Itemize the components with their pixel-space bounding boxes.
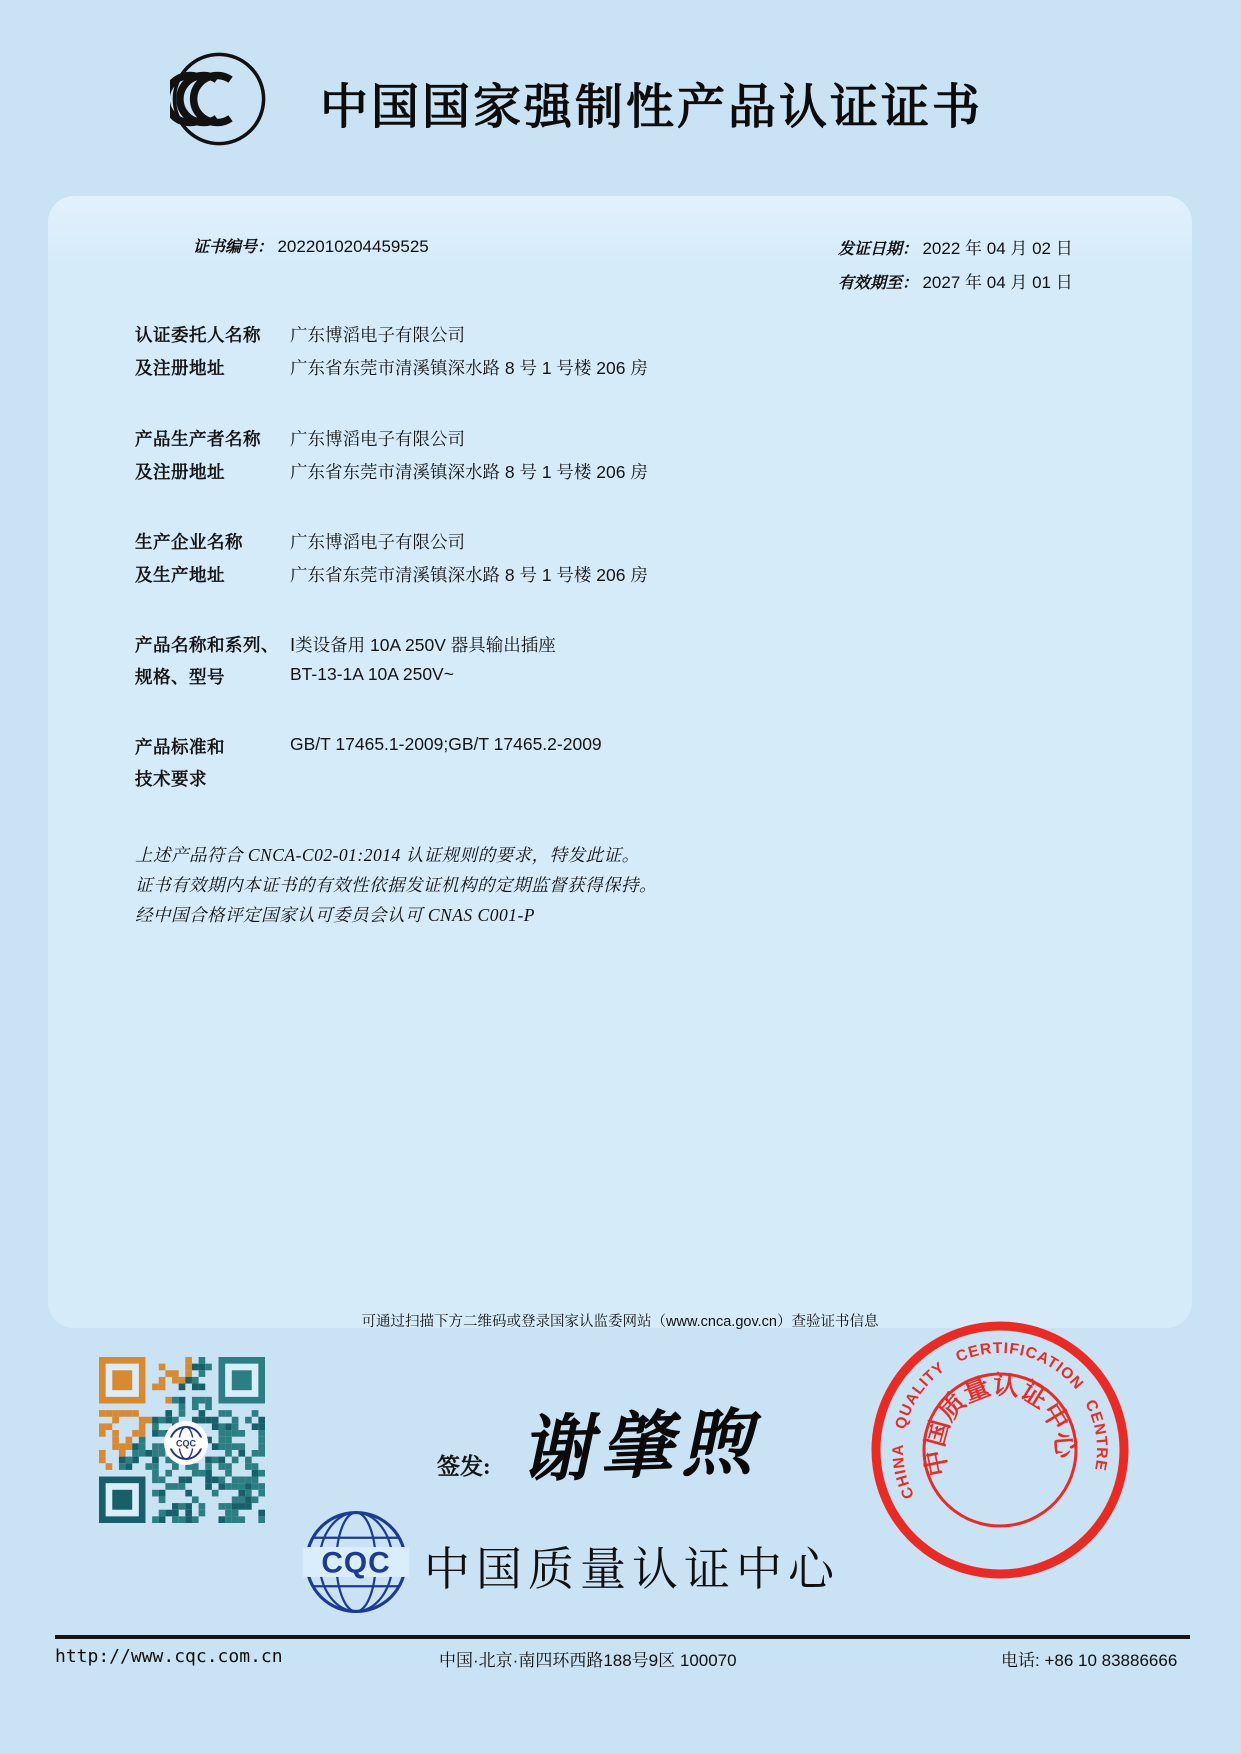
field-label: 及注册地址 xyxy=(135,462,225,482)
certification-statements xyxy=(135,840,657,930)
footer-address: 中国·北京·南四环西路188号9区 100070 xyxy=(439,1651,737,1670)
issue-date-label: 发证日期： xyxy=(838,241,919,258)
field-value: 广东博滔电子有限公司 xyxy=(290,325,465,345)
field-value: 广东博滔电子有限公司 xyxy=(290,532,465,552)
issue-date-value: 2022 年 04 月 02 日 xyxy=(922,239,1073,258)
field-label: 生产企业名称 xyxy=(135,532,243,552)
valid-until-value: 2027 年 04 月 01 日 xyxy=(922,273,1073,292)
field-label: 产品标准和 xyxy=(135,737,225,757)
statement-line: 经中国合格评定国家认可委员会认可 CNAS C001-P xyxy=(135,905,535,925)
qr-cqc-emblem-icon xyxy=(163,1420,209,1466)
footer-phone: 电话: +86 10 83886666 xyxy=(1001,1651,1178,1670)
field-value: 广东省东莞市清溪镇深水路 8 号 1 号楼 206 房 xyxy=(290,565,648,585)
stamp-icon xyxy=(848,1298,1153,1603)
field-row xyxy=(0,664,1241,690)
stamp-text-en: CHINA QUALITY CERTIFICATION CENTRE xyxy=(889,1339,1111,1502)
field-row xyxy=(0,426,1241,452)
valid-until-label: 有效期至： xyxy=(838,275,919,292)
valid-until-row xyxy=(838,268,1073,293)
certificate-number-row xyxy=(193,234,429,257)
field-label: 及生产地址 xyxy=(135,565,225,585)
verification-note: 可通过扫描下方二维码或登录国家认监委网站（www.cnca.gov.cn）查验证书信息 xyxy=(361,1314,879,1330)
field-label: 及注册地址 xyxy=(135,358,225,378)
issuer-name: 中国质量认证中心 xyxy=(424,1543,840,1595)
statement-line: 上述产品符合 CNCA-C02-01:2014 认证规则的要求，特发此证。 xyxy=(135,845,640,865)
field-label: 产品生产者名称 xyxy=(135,429,261,449)
field-row xyxy=(0,355,1241,381)
signature-name: 谢肇煦 xyxy=(518,1402,762,1492)
field-value: GB/T 17465.1-2009;GB/T 17465.2-2009 xyxy=(290,734,602,754)
ccc-mark-icon xyxy=(170,50,268,148)
certificate-number-label: 证书编号： xyxy=(193,239,274,256)
svg-text:CQC: CQC xyxy=(321,1546,391,1580)
issue-date-row xyxy=(838,234,1073,259)
field-label: 认证委托人名称 xyxy=(135,325,261,345)
field-row xyxy=(0,529,1241,555)
field-value: 广东博滔电子有限公司 xyxy=(290,429,465,449)
field-row xyxy=(0,459,1241,485)
field-row xyxy=(0,766,1241,792)
footer-divider xyxy=(55,1635,1190,1639)
statement-line: 证书有效期内本证书的有效性依据发证机构的定期监督获得保持。 xyxy=(135,875,657,895)
field-row xyxy=(0,734,1241,760)
field-label: 规格、型号 xyxy=(135,667,225,687)
footer-website: http://www.cqc.com.cn xyxy=(55,1646,283,1667)
signed-by-label: 签发: xyxy=(437,1454,491,1479)
field-value: 广东省东莞市清溪镇深水路 8 号 1 号楼 206 房 xyxy=(290,462,648,482)
stamp-text-cn: 中国质量认证中心 xyxy=(919,1369,1081,1479)
red-seal-stamp xyxy=(848,1298,1153,1603)
field-label: 产品名称和系列、 xyxy=(135,635,279,655)
certificate-number-value: 2022010204459525 xyxy=(277,237,429,256)
page-title: 中国国家强制性产品认证证书 xyxy=(320,81,984,134)
field-row xyxy=(0,632,1241,658)
field-label: 技术要求 xyxy=(135,769,207,789)
field-value: 广东省东莞市清溪镇深水路 8 号 1 号楼 206 房 xyxy=(290,358,648,378)
field-value: BT-13-1A 10A 250V~ xyxy=(290,664,454,684)
svg-text:CQC: CQC xyxy=(176,1438,196,1449)
field-row xyxy=(0,322,1241,348)
field-value: Ⅰ类设备用 10A 250V 器具输出插座 xyxy=(290,635,556,655)
cqc-globe-icon xyxy=(300,1506,412,1618)
field-row xyxy=(0,562,1241,588)
